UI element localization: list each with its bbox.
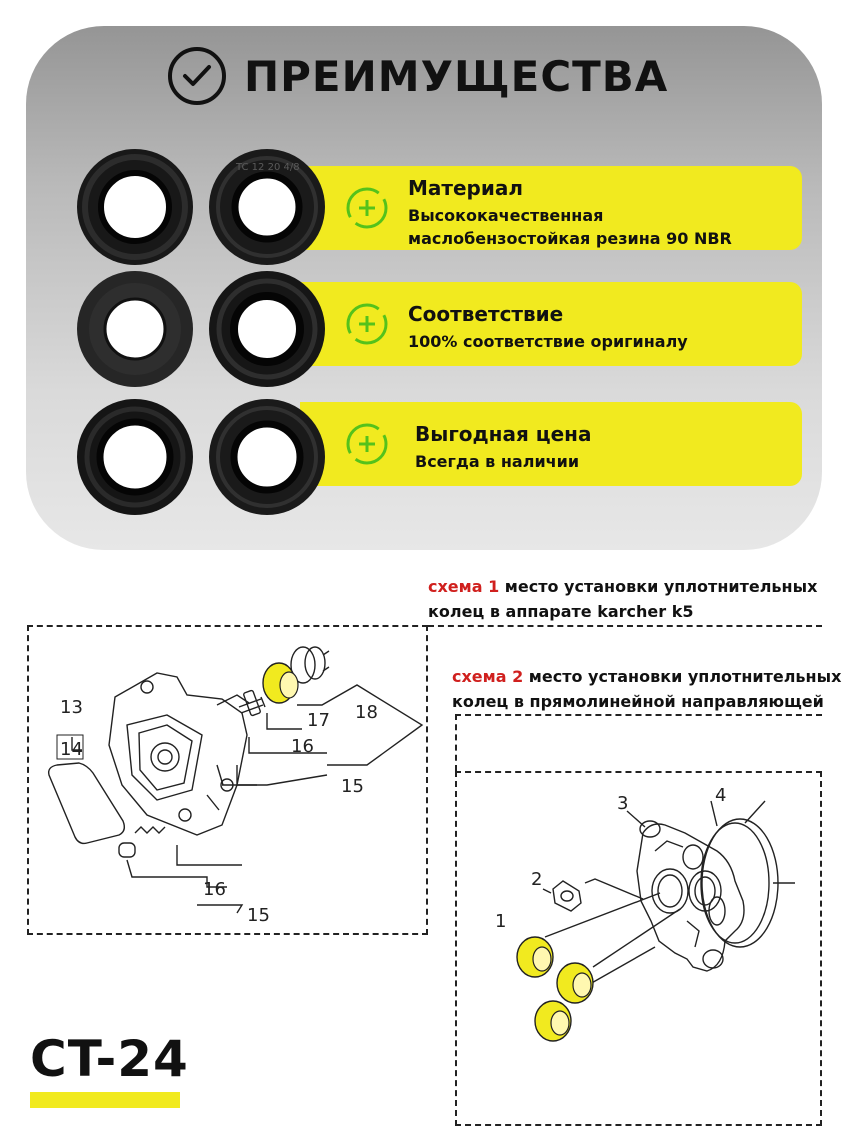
part-number: 4 <box>715 785 727 806</box>
part-number: 15 <box>247 905 270 926</box>
part-number: 14 <box>60 739 83 760</box>
scheme2-caption <box>452 664 841 714</box>
seal-ring-image <box>74 268 196 390</box>
scheme2-label: схема 2 <box>452 667 524 686</box>
feature-title: Выгодная цена <box>415 422 592 446</box>
scheme1-caption <box>428 574 817 624</box>
part-number: 17 <box>307 710 330 731</box>
advantages-header <box>168 44 668 108</box>
ring-marking: TC 12 20 4/8 <box>236 162 300 173</box>
seal-ring-image <box>74 146 196 268</box>
part-number: 18 <box>355 702 378 723</box>
plus-circle-icon <box>345 186 389 230</box>
feature-description: Всегда в наличии <box>415 452 580 471</box>
part-number: 1 <box>495 911 507 932</box>
feature-title: Соответствие <box>408 302 564 326</box>
check-circle-icon <box>168 47 226 105</box>
scheme2-text: место установки уплотнительных <box>523 667 842 686</box>
scheme1-diagram <box>27 625 428 935</box>
part-number: 13 <box>60 697 83 718</box>
plus-circle-icon <box>345 302 389 346</box>
feature-description: 100% соответствие оригиналу <box>408 332 688 351</box>
scheme2-text: колец в прямолинейной направляющей <box>452 692 824 711</box>
scheme1-label: схема 1 <box>428 577 500 596</box>
feature-price <box>300 402 802 486</box>
part-number: 2 <box>531 869 543 890</box>
part-number: 16 <box>291 736 314 757</box>
seal-ring-image <box>206 396 328 518</box>
part-number: 16 <box>203 879 226 900</box>
feature-material <box>300 166 802 250</box>
brand-underline <box>30 1092 180 1108</box>
feature-title: Материал <box>408 176 524 200</box>
scheme1-text: колец в аппарате karcher k5 <box>428 602 694 621</box>
page-title: ПРЕИМУЩЕСТВА <box>244 51 669 101</box>
seal-ring-image <box>206 146 328 268</box>
plus-circle-icon <box>345 422 389 466</box>
seal-ring-image <box>206 268 328 390</box>
scheme2-diagram <box>455 771 822 1126</box>
divider <box>455 714 457 771</box>
part-number: 15 <box>341 776 364 797</box>
seal-ring-image <box>74 396 196 518</box>
feature-compliance <box>300 282 802 366</box>
scheme1-text: место установки уплотнительных <box>499 577 818 596</box>
part-number: 3 <box>617 793 629 814</box>
divider <box>428 625 822 627</box>
brand-logo: CT-24 <box>30 1030 189 1088</box>
feature-description: Высококачественная маслобензостойкая резина 90 NBR <box>408 206 732 248</box>
divider <box>455 714 822 716</box>
